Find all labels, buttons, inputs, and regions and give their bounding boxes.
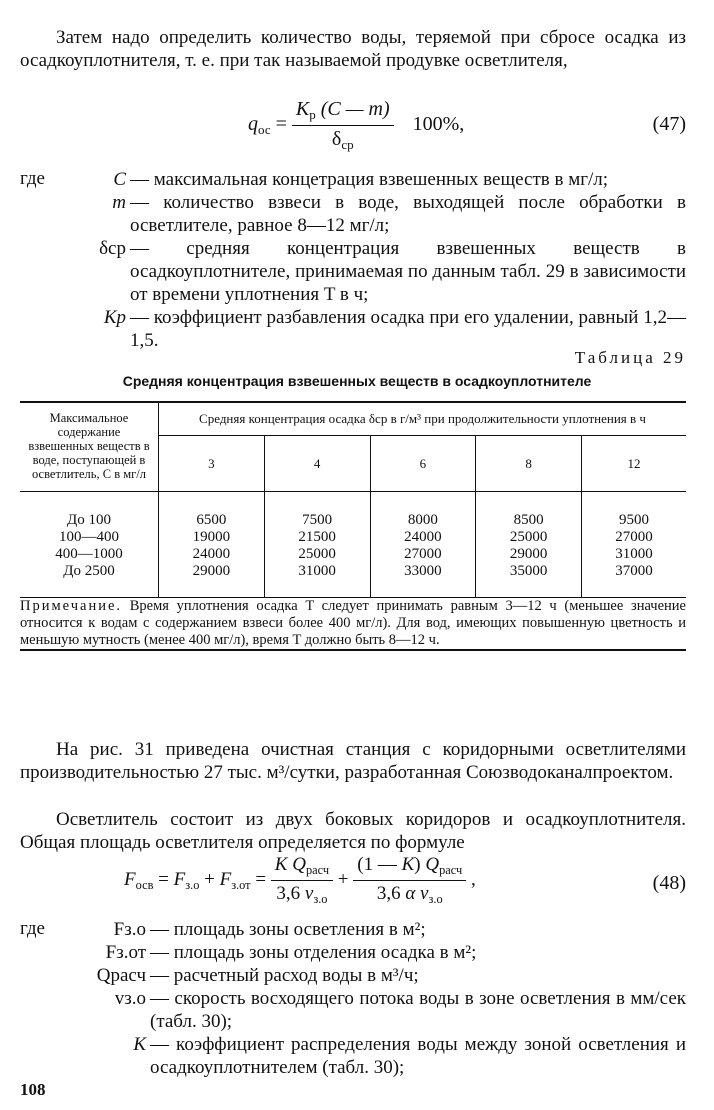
- note-label: Примечание.: [20, 598, 123, 614]
- cell: 6500: [159, 512, 265, 529]
- def-text: — коэффициент распределения воды между зоной осветления и осадкоуплотнителем (табл. 30);: [150, 1034, 686, 1078]
- cell: 29000: [476, 546, 582, 563]
- hour-header: 3: [159, 436, 265, 492]
- def-row: [20, 168, 686, 191]
- eq47-num-rest: (C — m): [315, 98, 390, 120]
- hour-header: 12: [582, 436, 686, 492]
- def-row: [20, 941, 686, 964]
- cell: 8000: [370, 512, 476, 529]
- cell: 8500: [476, 512, 582, 529]
- equation-48: $F_{осв} = F_{з.о} + F_{з.от}$ = $\frac{K Q_{расч}}{3,6 v_{з.о}}$ + $\frac{(1 — K) Q_{расч}}{3,6 \alpha v_{з.о}}$ ,: [124, 854, 476, 906]
- equation-47: $q_{ос}$ = $\frac{K_р (C — m)}{\delta_{ср}}$ 100%,: [248, 98, 465, 152]
- row-label: 100—400: [20, 529, 159, 546]
- cell: 27000: [615, 528, 653, 545]
- def-text: — расчетный расход воды в м³/ч;: [150, 965, 419, 986]
- def-row: [20, 306, 686, 352]
- where-label-2: где: [20, 918, 45, 939]
- def-row: [20, 964, 686, 987]
- definitions-2: [20, 918, 686, 1079]
- def-text: — коэффициент разбавления осадка при его удалении, равный 1,2—1,5.: [130, 307, 686, 351]
- def-row: [20, 191, 686, 237]
- def-row: [20, 1033, 686, 1079]
- cell: 25000: [476, 529, 582, 546]
- table-label: Таблица 29: [574, 348, 686, 367]
- def-text: — площадь зоны отделения осадка в м²;: [150, 942, 477, 963]
- def-sym: Fз.от: [105, 942, 146, 963]
- def-text: — максимальная концетрация взвешенных веществ в мг/л;: [130, 169, 609, 190]
- def-sym: Qрасч: [96, 965, 146, 986]
- note-text: Время уплотнения осадка T следует принимать равным 3—12 ч (меньшее значение относится к водам с содержанием взвеси более 400 мг/л). Для вод, имеющих повышенную цветность и меньшую мутность (менее 400 мг/л), время T должно быть 8—12 ч.: [20, 598, 686, 648]
- hour-header: 8: [476, 436, 582, 492]
- eq47-den: δ: [331, 128, 342, 150]
- eq47-lhs-sub: ос: [258, 122, 271, 138]
- cell: 24000: [159, 546, 265, 563]
- table-row: [20, 546, 686, 563]
- table-note: [20, 598, 686, 651]
- cell: 35000: [476, 563, 582, 580]
- eq47-den-sub: ср: [341, 137, 354, 152]
- cell: 7500: [264, 512, 370, 529]
- cell: 25000: [264, 546, 370, 563]
- page-number: 108: [20, 1080, 46, 1099]
- def-text: — количество взвеси в воде, выходящей после обработки в осветлителе, равное 8—12 мг/л;: [130, 192, 686, 236]
- definitions-1: [20, 168, 686, 352]
- def-sym: Kр: [103, 307, 126, 328]
- def-text: — скорость восходящего потока воды в зоне осветления в мм/сек (табл. 30);: [150, 988, 686, 1032]
- eq48-number: (48): [652, 872, 686, 894]
- cell: 21500: [264, 529, 370, 546]
- group-header: Средняя концентрация осадка δср в г/м³ при продолжительности уплотнения в ч: [159, 402, 687, 436]
- row-label: До 2500: [20, 563, 159, 580]
- cell: 37000: [615, 562, 653, 579]
- table-29: [20, 401, 686, 651]
- cell: 33000: [370, 563, 476, 580]
- row-label: 400—1000: [20, 546, 159, 563]
- hour-header: 4: [264, 436, 370, 492]
- def-row: [20, 237, 686, 306]
- cell: 29000: [159, 563, 265, 580]
- cell: 9500: [619, 511, 650, 528]
- def-sym: m: [112, 192, 126, 213]
- def-sym: K: [133, 1034, 146, 1055]
- eq47-num-k: K: [295, 98, 310, 120]
- paragraph-fig31: На рис. 31 приведена очистная станция с коридорными осветлителями производительностью 27 тыс. м³/сутки, разработанная Союзводоканалпроектом.: [20, 739, 686, 783]
- table-row: [20, 529, 686, 546]
- table-row: [20, 512, 686, 529]
- cell: 27000: [370, 546, 476, 563]
- table-row: [20, 563, 686, 580]
- def-sym: vз.о: [114, 988, 146, 1009]
- eq47-num-sub: р: [309, 107, 316, 122]
- eq47-lhs: q: [248, 113, 258, 136]
- table-title: Средняя концентрация взвешенных веществ в осадкоуплотнителе: [122, 373, 592, 389]
- def-text: — площадь зоны осветления в м²;: [150, 919, 426, 940]
- cell: 24000: [370, 529, 476, 546]
- cell: 31000: [264, 563, 370, 580]
- hour-header: 6: [370, 436, 476, 492]
- def-row: [20, 987, 686, 1033]
- eq47-fraction: [292, 98, 394, 153]
- def-sym: Fз.о: [113, 919, 146, 940]
- intro-paragraph: Затем надо определить количество воды, теряемой при сбросе осадка из осадкоуплотнителя, т. е. при так называемой продувке осветлителя,: [20, 27, 686, 71]
- eq47-number: (47): [652, 113, 686, 135]
- cell: 31000: [615, 545, 653, 562]
- eq47-tail: 100%,: [412, 113, 465, 136]
- first-col-header: Максимальное содержание взвешенных веществ в воде, поступающей в осветлитель, C в мг/л: [20, 402, 159, 492]
- where-label-1: где: [20, 168, 45, 189]
- paragraph-clarifier: Осветлитель состоит из двух боковых коридоров и осадкоуплотнителя. Общая площадь осветлителя определяется по формуле: [20, 809, 686, 853]
- def-row: [20, 918, 686, 941]
- def-sym: C: [113, 169, 126, 190]
- row-label: До 100: [20, 512, 159, 529]
- cell: 19000: [159, 529, 265, 546]
- def-text: — средняя концентрация взвешенных веществ в осадкоуплотнителе, принимаемая по данным табл. 29 в зависимости от времени уплотнения T в ч;: [130, 238, 686, 305]
- def-sym: δср: [99, 238, 126, 259]
